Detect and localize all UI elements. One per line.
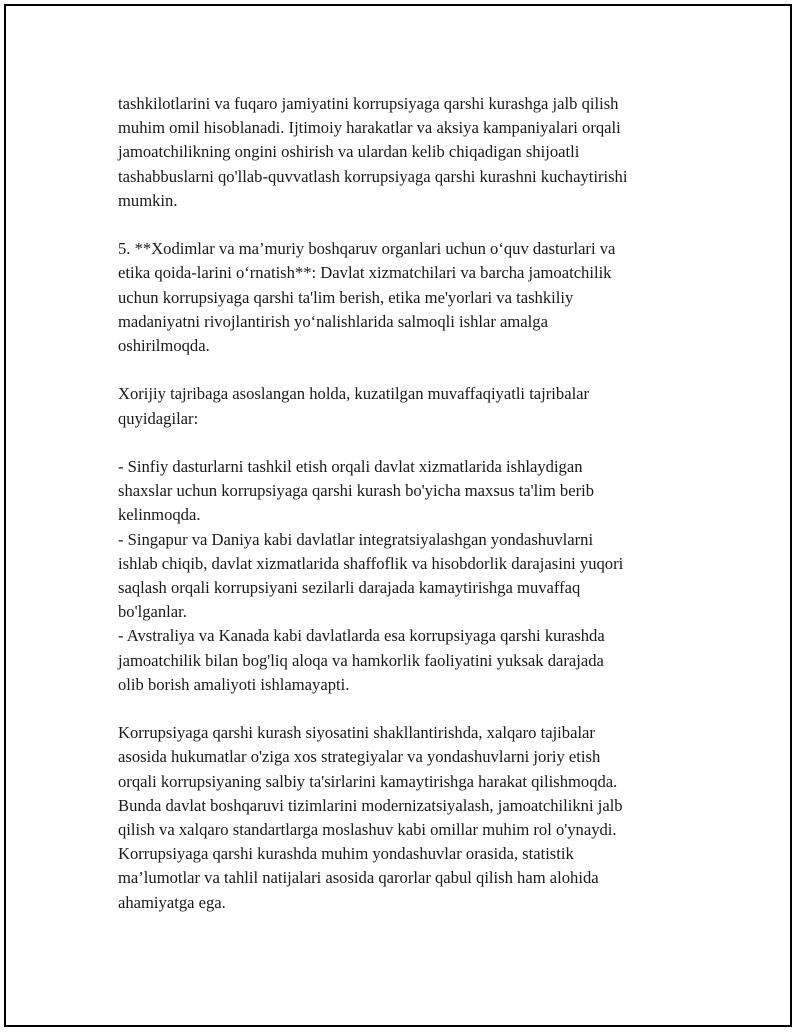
text-line: asosida hukumatlar o'ziga xos strategiyalar va yondashuvlarni joriy etish (118, 747, 601, 767)
list-item-line: kelinmoqda. (118, 505, 201, 525)
list-item-line: saqlash orqali korrupsiyani sezilarli darajada kamaytirishga muvaffaq (118, 578, 581, 598)
list-item-line: - Singapur va Daniya kabi davlatlar integratsiyalashgan yondashuvlarni (118, 529, 594, 549)
text-line: Bunda davlat boshqaruvi tizimlarini modernizatsiyalash, jamoatchilikni jalb (118, 795, 623, 815)
list-item-line: shaxslar uchun korrupsiyaga qarshi kurash bo'yicha maxsus ta'lim berib (118, 481, 595, 501)
paragraph-item-5-training (118, 237, 688, 358)
text-line: mumkin. (118, 190, 178, 210)
text-line: muhim omil hisoblanadi. Ijtimoiy harakatlar va aksiya kampaniyalari orqali (118, 118, 621, 138)
paragraph-foreign-experience-intro (118, 382, 688, 430)
list-item-line: - Sinfiy dasturlarni tashkil etish orqali davlat xizmatlarida ishlaydigan (118, 457, 583, 476)
text-line: Xorijiy tajribaga asoslangan holda, kuzatilgan muvaffaqiyatli tajribalar (118, 384, 590, 404)
text-line: tashabbuslarni qo'llab-quvvatlash korrupsiyaga qarshi kurashni kuchaytirishi (118, 166, 628, 186)
text-line: uchun korrupsiyaga qarshi ta'lim berish, etika me'yorlari va tashkiliy (118, 287, 574, 307)
list-item-line: jamoatchilik bilan bog'liq aloqa va hamkorlik faoliyatini yuksak darajada (118, 650, 604, 670)
text-line: quyidagilar: (118, 408, 199, 428)
text-line: tashkilotlarini va fuqaro jamiyatini korrupsiyaga qarshi kurashga jalb qilish (118, 94, 619, 113)
paragraph-experience-list (118, 455, 688, 697)
text-line: ma’lumotlar va tahlil natijalari asosida qarorlar qabul qilish ham alohida (118, 868, 599, 888)
text-line: ahamiyatga ega. (118, 892, 226, 912)
text-line: Korrupsiyaga qarshi kurashda muhim yondashuvlar orasida, statistik (118, 844, 574, 864)
text-line: qilish va xalqaro standartlarga moslashuv kabi omillar muhim rol o'ynaydi. (118, 820, 617, 840)
text-line: madaniyatni rivojlantirish yo‘nalishlarida salmoqli ishlar amalga (118, 311, 548, 331)
list-item-line: bo'lganlar. (118, 602, 187, 622)
document-body (118, 92, 688, 939)
text-line: orqali korrupsiyaning salbiy ta'sirlarini kamaytirishga harakat qilishmoqda. (118, 771, 618, 791)
text-line: oshirilmoqda. (118, 336, 210, 356)
text-line: 5. **Xodimlar va ma’muriy boshqaruv organlari uchun o‘quv dasturlari va (118, 239, 616, 259)
text-line: etika qoida-larini o‘rnatish**: Davlat xizmatchilari va barcha jamoatchilik (118, 263, 612, 283)
list-item-line: - Avstraliya va Kanada kabi davlatlarda esa korrupsiyaga qarshi kurashda (118, 626, 605, 646)
list-item-line: olib borish amaliyoti ishlamayapti. (118, 674, 350, 694)
text-line: Korrupsiyaga qarshi kurash siyosatini shakllantirishda, xalqaro tajibalar (118, 723, 595, 743)
list-item-line: ishlab chiqib, davlat xizmatlarida shaffoflik va hisobdorlik darajasini yuqori (118, 553, 624, 573)
paragraph-policy-conclusion (118, 721, 688, 915)
paragraph-civil-society (118, 92, 688, 213)
text-line: jamoatchilikning ongini oshirish va ulardan kelib chiqadigan shijoatli (118, 142, 580, 162)
